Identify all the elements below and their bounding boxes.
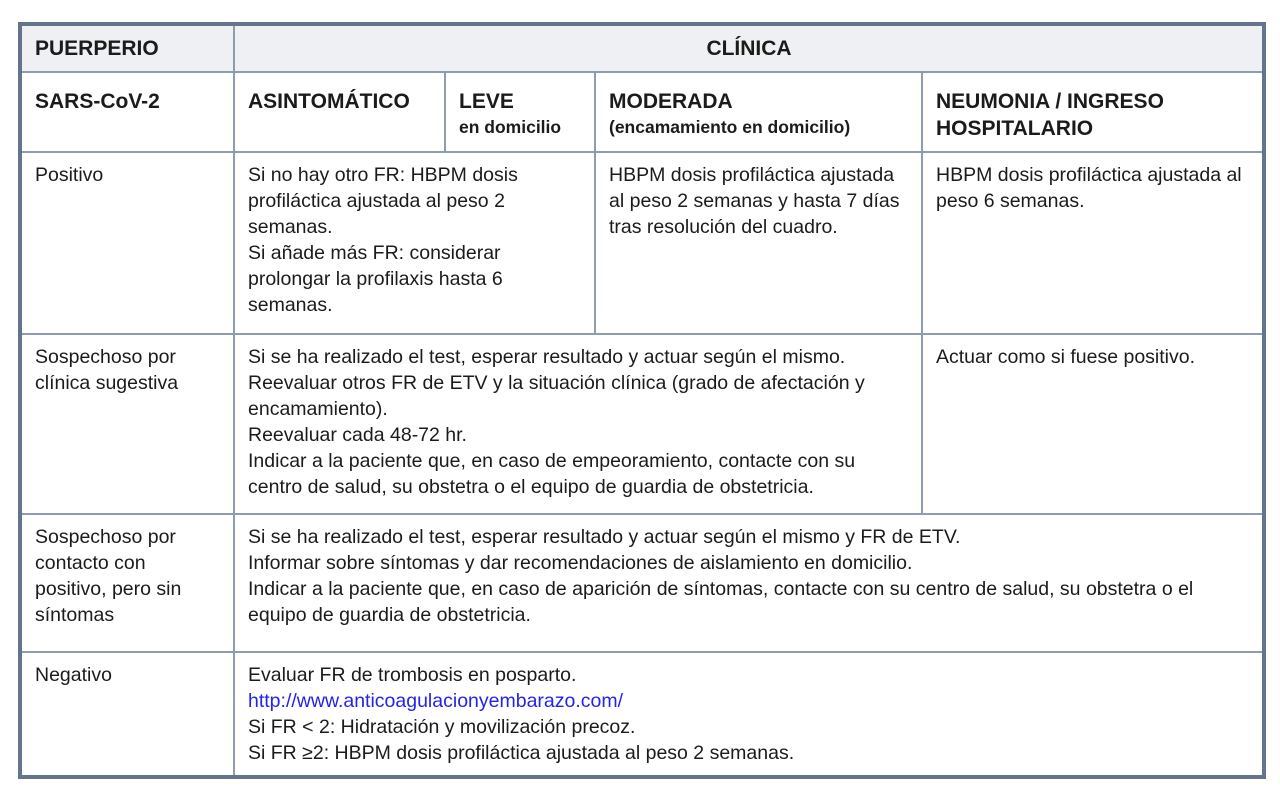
positivo-moderada-cell: HBPM dosis profiláctica ajustada al peso 2 semanas y hasta 7 días tras resolución del cuadro. [595,152,922,334]
cell-line-link [248,688,1250,714]
row-label-positivo: Positivo [20,152,234,334]
header-band-row [20,24,1264,72]
row-label-sospechoso-contacto: Sospechoso por contacto con positivo, pero sin síntomas [20,514,234,652]
table-row-positivo [20,152,1264,334]
cell-line: Indicar a la paciente que, en caso de aparición de síntomas, contacte con su centro de salud, su obstetra o el equipo de guardia de obstetricia. [248,578,1194,626]
cell-line: Si se ha realizado el test, esperar resultado y actuar según el mismo y FR de ETV. [248,526,961,548]
header-cell-asintomatico: ASINTOMÁTICO [234,72,445,152]
header-cell-puerperio: PUERPERIO [20,24,234,72]
sospechoso-clinica-neumonia-cell: Actuar como si fuese positivo. [922,334,1264,514]
table-row-sospechoso-contacto [20,514,1264,652]
negativo-cell [234,652,1264,777]
table-row-sospechoso-clinica [20,334,1264,514]
moderada-title: MODERADA [609,90,733,113]
sospechoso-clinica-main-cell [234,334,922,514]
moderada-subtitle: (encamamiento en domicilio) [609,117,851,137]
anticoagulacion-link[interactable]: http://www.anticoagulacionyembarazo.com/ [248,690,624,712]
cell-line: Reevaluar otros FR de ETV y la situación clínica (grado de afectación y encamamiento). [248,372,865,420]
row-label-sospechoso-clinica: Sospechoso por clínica sugestiva [20,334,234,514]
leve-title: LEVE [459,90,514,113]
header-cell-leve [445,72,595,152]
cell-line: Si no hay otro FR: HBPM dosis profiláctica ajustada al peso 2 semanas. [248,164,518,238]
header-cell-sars-cov-2: SARS-CoV-2 [20,72,234,152]
column-header-row [20,72,1264,152]
leve-subtitle: en domicilio [459,117,562,137]
cell-line: Si añade más FR: considerar prolongar la profilaxis hasta 6 semanas. [248,242,503,316]
positivo-neumonia-cell: HBPM dosis profiláctica ajustada al peso 6 semanas. [922,152,1264,334]
positivo-asintomatico-leve-cell [234,152,595,334]
cell-line: Reevaluar cada 48-72 hr. [248,424,467,446]
table-row-negativo [20,652,1264,777]
cell-line: Evaluar FR de trombosis en posparto. [248,664,577,686]
cell-line: Informar sobre síntomas y dar recomendaciones de aislamiento en domicilio. [248,552,913,574]
cell-line: Si FR ≥2: HBPM dosis profiláctica ajustada al peso 2 semanas. [248,742,795,764]
row-label-negativo: Negativo [20,652,234,777]
sars-cov-2-puerperio-table [18,22,1266,779]
header-cell-moderada [595,72,922,152]
cell-line: Si FR < 2: Hidratación y movilización precoz. [248,716,636,738]
cell-line: Indicar a la paciente que, en caso de empeoramiento, contacte con su centro de salud, su obstetra o el equipo de guardia de obstetricia. [248,450,856,498]
header-cell-clinica: CLÍNICA [234,24,1264,72]
header-cell-neumonia: NEUMONIA / INGRESO HOSPITALARIO [922,72,1264,152]
sospechoso-contacto-cell [234,514,1264,652]
cell-line: Si se ha realizado el test, esperar resultado y actuar según el mismo. [248,346,846,368]
